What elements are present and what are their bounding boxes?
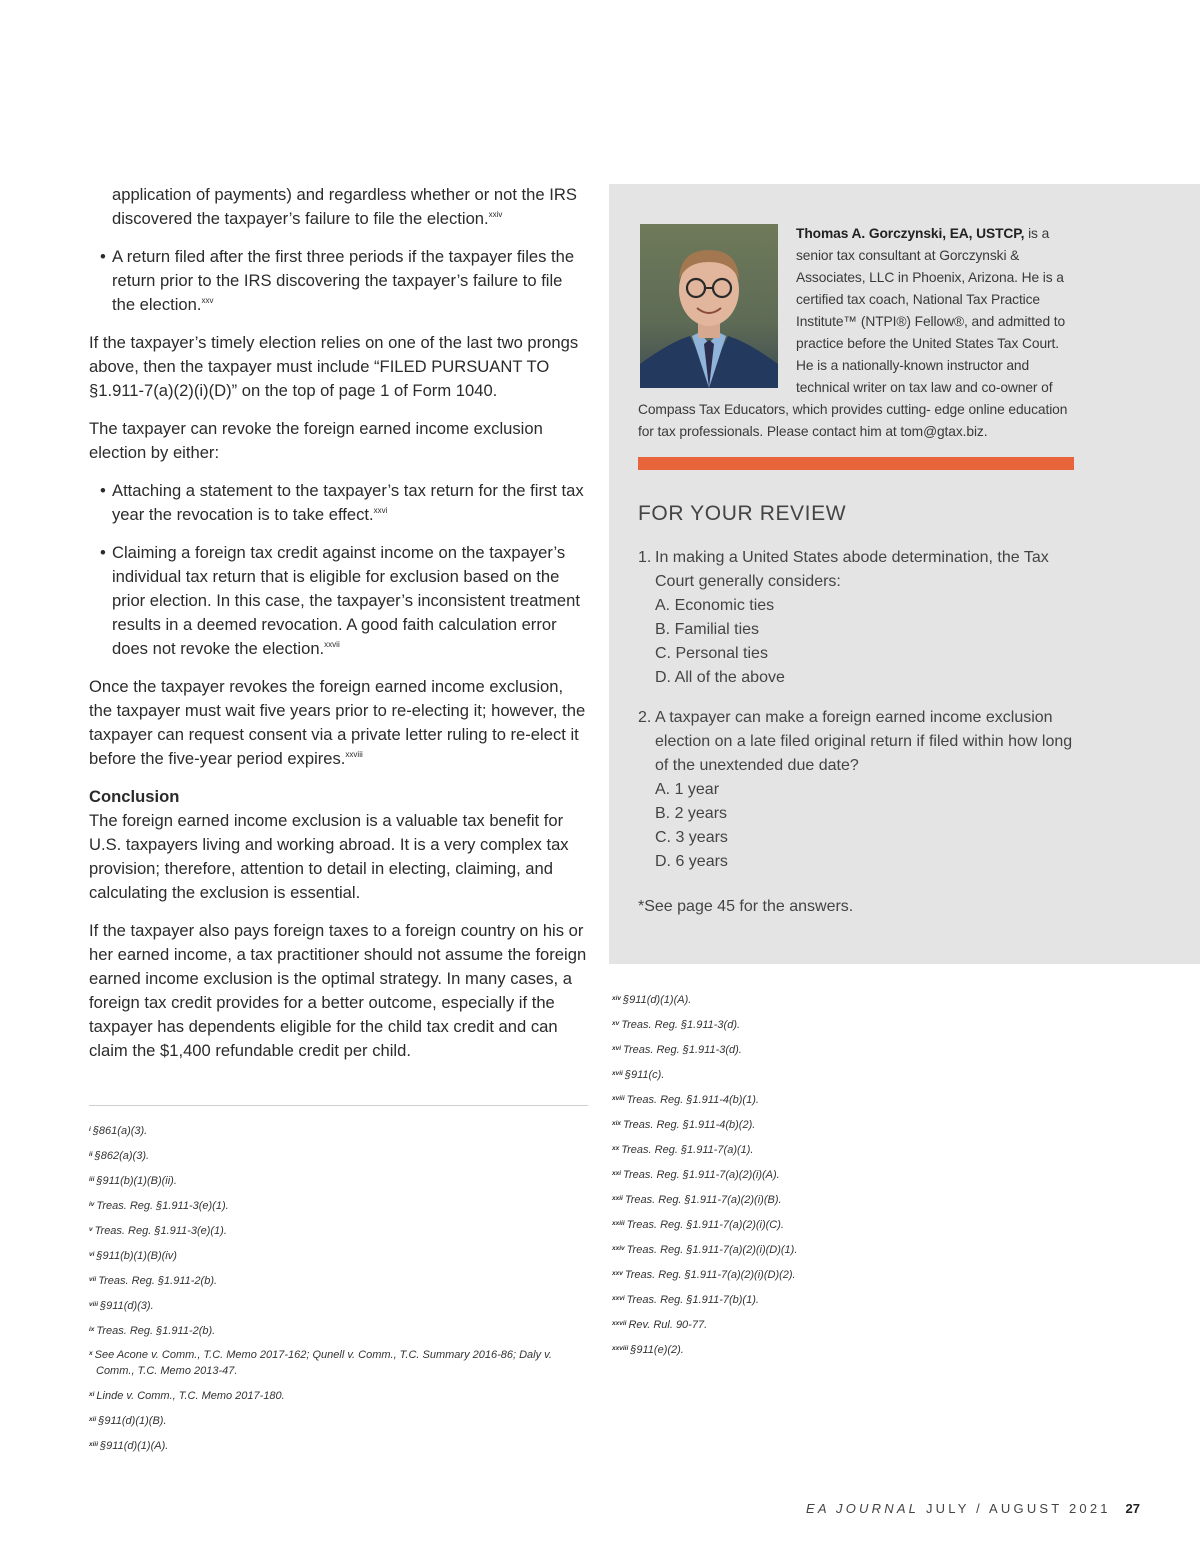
footnote-item bbox=[89, 1193, 569, 1218]
footnote-item bbox=[89, 1293, 569, 1318]
paragraph-five-years: Once the taxpayer revokes the foreign earned income exclusion, the taxpayer must wait five years prior to re-electing it; however, the taxpayer can request consent via a private letter ruling to re-elect it before the five-year period expires.$^{xxviii}$ bbox=[89, 677, 586, 768]
bullet-dot: • bbox=[100, 543, 106, 562]
question-text: In making a United States abode determination, the Tax Court generally considers: bbox=[655, 549, 1049, 590]
footnote-text: §911(b)(1)(B)(iv) bbox=[96, 1250, 177, 1262]
footnote-item bbox=[612, 1312, 797, 1337]
footnote-text: §861(a)(3). bbox=[92, 1125, 148, 1137]
conclusion-heading: Conclusion bbox=[89, 787, 180, 806]
footnote-text: §911(d)(1)(A). bbox=[100, 1440, 169, 1452]
footnote-item bbox=[89, 1118, 569, 1143]
footnote-item bbox=[612, 1112, 797, 1137]
footnote-item bbox=[612, 1012, 797, 1037]
footnote-ref[interactable]: xxiv bbox=[488, 210, 503, 219]
footnote-text: §911(d)(1)(B). bbox=[98, 1415, 167, 1427]
answer-option: D. 6 years bbox=[655, 853, 728, 870]
footnote-marker: xiv bbox=[612, 995, 622, 1002]
footnote-marker: ii bbox=[89, 1151, 93, 1158]
footnote-text: Treas. Reg. §1.911-3(d). bbox=[623, 1044, 742, 1056]
bullet-dot: • bbox=[100, 481, 106, 500]
review-title: FOR YOUR REVIEW bbox=[638, 502, 847, 525]
paragraph-continuation: application of payments) and regardless whether or not the IRS discovered the taxpayer’s failure to file the election.$^{xxiv}$ bbox=[112, 185, 577, 228]
footnote-marker: iv bbox=[89, 1201, 95, 1208]
footnote-item bbox=[89, 1343, 569, 1383]
answer-option: B. Familial ties bbox=[655, 621, 760, 638]
footnotes-left bbox=[89, 1118, 569, 1458]
paragraph-conclusion: The foreign earned income exclusion is a valuable tax benefit for U.S. taxpayers living and working abroad. It is a very complex tax provision; therefore, attention to detail in electing, claiming, and calculating the exclusion is essential. bbox=[89, 811, 569, 902]
footnote-text: §911(d)(3). bbox=[100, 1300, 154, 1312]
bullet-attach-statement: • Attaching a statement to the taxpayer’s tax return for the first tax year the revocation is to take effect.$^{xxvi}$ bbox=[100, 481, 584, 524]
review-question bbox=[638, 546, 1078, 690]
footnote-text: Treas. Reg. §1.911-7(a)(1). bbox=[621, 1144, 754, 1156]
footnote-marker: xvi bbox=[612, 1045, 622, 1052]
footnote-marker: xxii bbox=[612, 1195, 623, 1202]
paragraph-foreign-taxes: If the taxpayer also pays foreign taxes to a foreign country on his or her earned income, a tax practitioner should not assume the foreign earned income exclusion is the optimal strategy. In many cases, a foreign tax credit provides for a better outcome, especially if the taxpayer has dependents eligible for the child tax credit and can claim the $1,400 refundable credit per child. bbox=[89, 921, 587, 1060]
footnote-text: Treas. Reg. §1.911-4(b)(2). bbox=[623, 1119, 756, 1131]
answers-note: *See page 45 for the answers. bbox=[638, 898, 854, 915]
review-question bbox=[638, 706, 1078, 874]
footnote-marker: vii bbox=[89, 1276, 97, 1283]
footnote-marker: xi bbox=[89, 1391, 95, 1398]
footnote-text: Treas. Reg. §1.911-3(d). bbox=[621, 1019, 741, 1031]
footnote-marker: xxvii bbox=[612, 1320, 627, 1327]
bullet-dot: • bbox=[100, 247, 106, 266]
footnote-item bbox=[89, 1433, 569, 1458]
footnote-text: Rev. Rul. 90-77. bbox=[628, 1319, 708, 1331]
footnote-text: §911(c). bbox=[624, 1069, 665, 1081]
footnote-item bbox=[612, 1337, 797, 1362]
footnote-text: Linde v. Comm., T.C. Memo 2017-180. bbox=[96, 1390, 285, 1402]
question-number: 2. bbox=[638, 709, 652, 726]
footnote-marker: xxvi bbox=[612, 1295, 625, 1302]
footnote-marker: xx bbox=[612, 1145, 620, 1152]
footnote-ref[interactable]: xxvii bbox=[324, 640, 340, 649]
footnote-text: §911(e)(2). bbox=[630, 1344, 684, 1356]
footnote-text: See Acone v. Comm., T.C. Memo 2017-162; Qunell v. Comm., T.C. Summary 2016-86; Daly v. bbox=[94, 1349, 552, 1361]
footnote-marker: xxiv bbox=[612, 1245, 625, 1252]
footnote-marker: x bbox=[89, 1350, 93, 1357]
footnote-item bbox=[89, 1268, 569, 1293]
footnote-ref[interactable]: xxvi bbox=[373, 506, 388, 515]
footnote-marker: xv bbox=[612, 1020, 620, 1027]
author-bio-text: is a senior tax consultant at Gorczynski & Associates, LLC in Phoenix, Arizona. He is a certified tax coach, National Tax Practice Institute™ (NTPI®) Fellow®, and admitted to practice before the United States Tax Court. He is a nationally-known instructor and technical writer on tax law and co-owner of Compass Tax Educators, which provides cutting- edge online education for tax professionals. Please contact him at tom@gtax.biz. bbox=[638, 226, 1068, 439]
footnote-marker: xii bbox=[89, 1416, 97, 1423]
footnote-marker: xxiii bbox=[612, 1220, 625, 1227]
question-number: 1. bbox=[638, 549, 652, 566]
question-text: A taxpayer can make a foreign earned income exclusion election on a late filed original return if filed within how long of the unextended due date? bbox=[655, 709, 1073, 774]
footnote-marker: xvii bbox=[612, 1070, 623, 1077]
footnote-marker: ix bbox=[89, 1326, 95, 1333]
footnote-marker: xix bbox=[612, 1120, 622, 1127]
footnote-marker: xviii bbox=[612, 1095, 625, 1102]
footnote-marker: xiii bbox=[89, 1441, 99, 1448]
footnote-marker: xxv bbox=[612, 1270, 623, 1277]
answer-option: C. 3 years bbox=[655, 829, 728, 846]
bullet-late-return: • A return filed after the first three periods if the taxpayer files the return prior to the IRS discovering the taxpayer’s failure to file the election.$^{xxv}$ bbox=[100, 247, 575, 314]
footnote-text: Treas. Reg. §1.911-7(a)(2)(i)(C). bbox=[626, 1219, 784, 1231]
footnote-text: Treas. Reg. §1.911-3(e)(1). bbox=[94, 1225, 227, 1237]
footnote-item bbox=[612, 987, 797, 1012]
footnote-item bbox=[612, 1212, 797, 1237]
footnote-item bbox=[89, 1383, 569, 1408]
footnote-item bbox=[89, 1318, 569, 1343]
footnote-item bbox=[612, 1062, 797, 1087]
footnote-marker: vi bbox=[89, 1251, 95, 1258]
footnote-item bbox=[612, 1237, 797, 1262]
answer-option: B. 2 years bbox=[655, 805, 728, 822]
footnote-text: Treas. Reg. §1.911-4(b)(1). bbox=[626, 1094, 759, 1106]
footnote-text: Treas. Reg. §1.911-7(b)(1). bbox=[626, 1294, 759, 1306]
footnotes-right bbox=[612, 987, 797, 1362]
footnote-item bbox=[612, 1162, 797, 1187]
footnote-text: Treas. Reg. §1.911-3(e)(1). bbox=[96, 1200, 229, 1212]
footnote-marker: i bbox=[89, 1126, 91, 1133]
paragraph-filed-pursuant: If the taxpayer’s timely election relies on one of the last two prongs above, then the taxpayer must include “FILED PURSUANT TO §1.911-7(a)(2)(i)(D)” on the top of page 1 of Form 1040. bbox=[89, 333, 579, 400]
footnote-ref[interactable]: xxv bbox=[201, 296, 214, 305]
review-questions bbox=[638, 546, 1078, 890]
bullet-foreign-tax-credit: • Claiming a foreign tax credit against income on the taxpayer’s individual tax return that is eligible for exclusion based on the prior election. In this case, the taxpayer’s inconsistent treatment results in a deemed revocation. A good faith calculation error does not revoke the election.$^{xxvii}$ bbox=[100, 543, 580, 658]
footnote-text: §911(b)(1)(B)(ii). bbox=[96, 1175, 177, 1187]
footnote-text: Treas. Reg. §1.911-7(a)(2)(i)(D)(2). bbox=[624, 1269, 796, 1281]
page-number: 27 bbox=[1125, 1501, 1140, 1516]
footnote-marker: xxi bbox=[612, 1170, 622, 1177]
footnote-text: Treas. Reg. §1.911-7(a)(2)(i)(B). bbox=[624, 1194, 782, 1206]
footnote-text: Treas. Reg. §1.911-7(a)(2)(i)(A). bbox=[623, 1169, 780, 1181]
answer-option: A. Economic ties bbox=[655, 597, 775, 614]
footnote-marker: v bbox=[89, 1226, 93, 1233]
footnote-item bbox=[612, 1262, 797, 1287]
footnote-marker: viii bbox=[89, 1301, 99, 1308]
footnote-item bbox=[89, 1243, 569, 1268]
paragraph-revoke-intro: The taxpayer can revoke the foreign earned income exclusion election by either: bbox=[89, 419, 543, 462]
footnote-text: Treas. Reg. §1.911-7(a)(2)(i)(D)(1). bbox=[626, 1244, 798, 1256]
footnote-item bbox=[612, 1037, 797, 1062]
footnote-item bbox=[89, 1218, 569, 1243]
footnote-marker: iii bbox=[89, 1176, 95, 1183]
footnote-text: Treas. Reg. §1.911-2(b). bbox=[96, 1325, 216, 1337]
page-footer bbox=[0, 1501, 1140, 1516]
footnote-ref[interactable]: xxviii bbox=[345, 750, 363, 759]
author-sidebar bbox=[609, 184, 1200, 964]
issue-date: JULY / AUGUST 2021 bbox=[925, 1501, 1111, 1516]
footnote-divider bbox=[89, 1105, 588, 1106]
footnote-item bbox=[612, 1087, 797, 1112]
footnote-item bbox=[89, 1168, 569, 1193]
footnote-item bbox=[612, 1137, 797, 1162]
answer-option: A. 1 year bbox=[655, 781, 720, 798]
footnote-item bbox=[89, 1408, 569, 1433]
footnote-item bbox=[612, 1187, 797, 1212]
answer-option: C. Personal ties bbox=[655, 645, 768, 662]
footnote-text: Treas. Reg. §1.911-2(b). bbox=[98, 1275, 218, 1287]
footnote-item bbox=[89, 1143, 569, 1168]
answer-option: D. All of the above bbox=[655, 669, 785, 686]
accent-bar bbox=[638, 457, 1074, 470]
footnote-item bbox=[612, 1287, 797, 1312]
main-article-column bbox=[89, 183, 589, 1077]
footnote-marker: xxviii bbox=[612, 1345, 629, 1352]
footnote-text-continued: Comm., T.C. Memo 2013-47. bbox=[96, 1365, 238, 1377]
footnote-text: §862(a)(3). bbox=[94, 1150, 150, 1162]
author-name: Thomas A. Gorczynski, EA, USTCP, bbox=[796, 226, 1025, 241]
author-bio bbox=[638, 223, 1078, 443]
magazine-name: EA JOURNAL bbox=[805, 1501, 920, 1516]
footnote-text: §911(d)(1)(A). bbox=[623, 994, 692, 1006]
